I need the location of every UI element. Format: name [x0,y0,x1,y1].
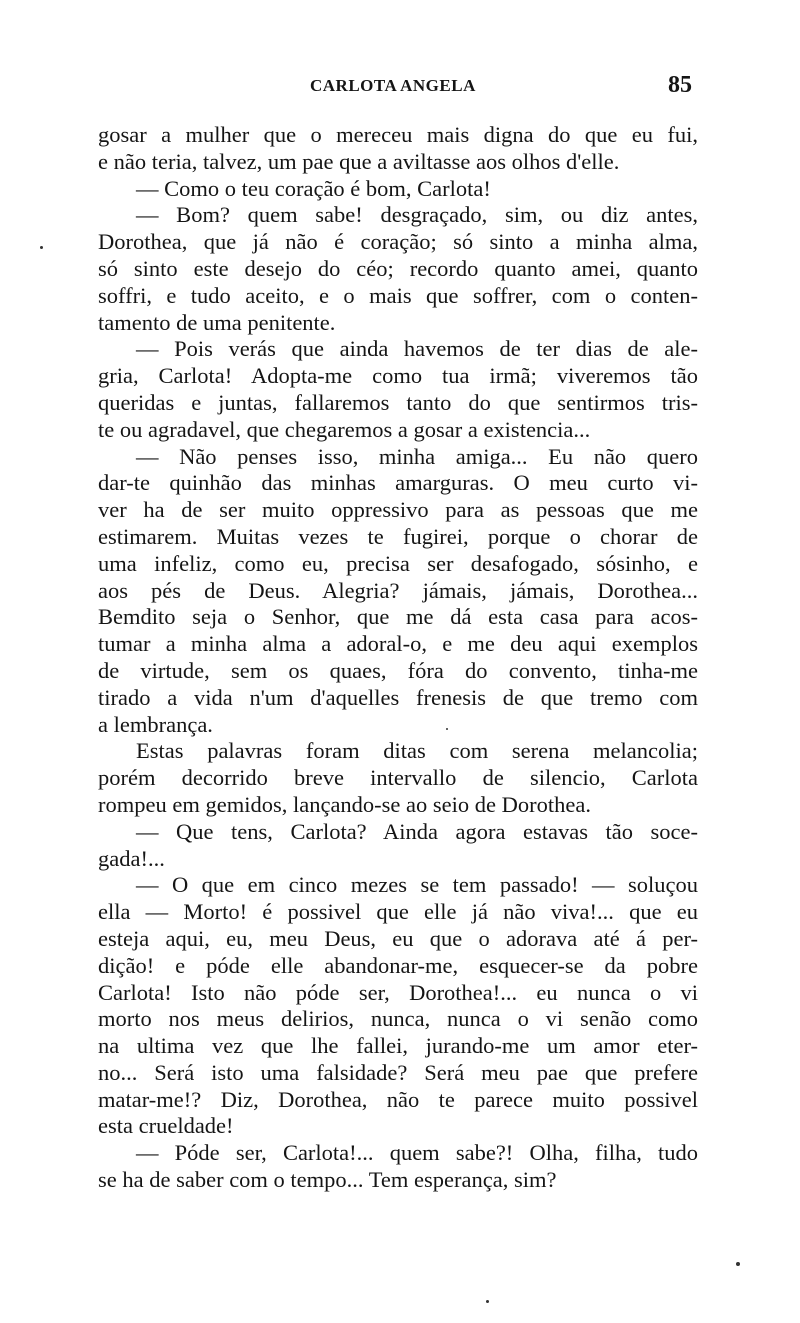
print-speck [486,1300,489,1303]
text-line: e não teria, talvez, um pae que a aviltasse aos olhos d'elle. [98,148,620,174]
text-line: aos pés de Deus. Alegria? jámais, jámais, Dorothea... [98,577,698,603]
text-line: gada!... [98,845,165,871]
text-line: Estas palavras foram ditas com serena melancolia; [136,738,698,764]
text-line: — Não penses isso, minha amiga... Eu não quero [136,443,698,469]
text-line: gosar a mulher que o mereceu mais digna do que eu fui, [98,122,698,147]
text-line: de virtude, sem os quaes, fóra do convento, tinha-me [98,657,698,683]
text-line: Bemdito seja o Senhor, que me dá esta casa para acos- [98,604,698,630]
print-speck [736,1262,740,1266]
text-line: — Como o teu coração é bom, Carlota! [136,175,491,201]
print-speck [40,246,43,249]
body-text [98,122,698,1194]
text-line: — Que tens, Carlota? Ainda agora estavas tão soce- [136,818,698,844]
text-line: rompeu em gemidos, lançando-se ao seio de Dorothea. [98,791,591,817]
text-line: tumar a minha alma a adoral-o, e me deu aqui exemplos [98,631,698,657]
page-number: 85 [668,72,692,98]
text-line: — Pois verás que ainda havemos de ter dias de ale- [136,336,698,362]
text-line: Dorothea, que já não é coração; só sinto a minha alma, [98,229,698,255]
text-line: — Bom? quem sabe! desgraçado, sim, ou diz antes, [136,202,698,228]
running-title: CARLOTA ANGELA [310,76,476,95]
text-line: se ha de saber com o tempo... Tem esperança, sim? [98,1167,557,1193]
text-line: tamento de uma penitente. [98,309,336,335]
text-line: Carlota! Isto não póde ser, Dorothea!... eu nunca o vi [98,979,698,1005]
text-line: estimarem. Muitas vezes te fugirei, porque o chorar de [98,523,698,549]
text-line: só sinto este desejo do céo; recordo quanto amei, quanto [98,255,698,281]
text-line: matar-me!? Diz, Dorothea, não te parece muito possivel [98,1086,698,1112]
text-line: a lembrança. [98,711,213,737]
page-header [0,72,800,106]
text-line: tirado a vida n'um d'aquelles frenesis de que tremo com [98,684,698,710]
text-line: te ou agradavel, que chegaremos a gosar a existencia... [98,416,591,442]
text-line: ver ha de ser muito oppressivo para as pessoas que me [98,497,698,523]
text-line: uma infeliz, como eu, precisa ser desafogado, sósinho, e [98,550,698,576]
text-line: soffri, e tudo aceito, e o mais que soffrer, com o conten- [98,282,698,308]
text-line: esteja aqui, eu, meu Deus, eu que o adorava até á per- [98,925,698,951]
text-line: dar-te quinhão das minhas amarguras. O meu curto vi- [98,470,698,496]
text-line: — O que em cinco mezes se tem passado! — soluçou [136,872,698,898]
text-line: no... Será isto uma falsidade? Será meu pae que prefere [98,1059,698,1085]
text-line: morto nos meus delirios, nunca, nunca o vi senão como [98,1006,698,1032]
text-line: queridas e juntas, fallaremos tanto do que sentirmos tris- [98,389,698,415]
text-line: esta crueldade! [98,1113,234,1139]
text-line: dição! e póde elle abandonar-me, esquecer-se da pobre [98,952,698,978]
print-speck [446,728,448,730]
text-line: gria, Carlota! Adopta-me como tua irmã; viveremos tão [98,363,698,389]
text-line: — Póde ser, Carlota!... quem sabe?! Olha, filha, tudo [136,1140,698,1166]
text-line: porém decorrido breve intervallo de silencio, Carlota [98,765,698,791]
text-line: na ultima vez que lhe fallei, jurando-me um amor eter- [98,1033,698,1059]
text-line: ella — Morto! é possivel que elle já não viva!... que eu [98,899,698,925]
